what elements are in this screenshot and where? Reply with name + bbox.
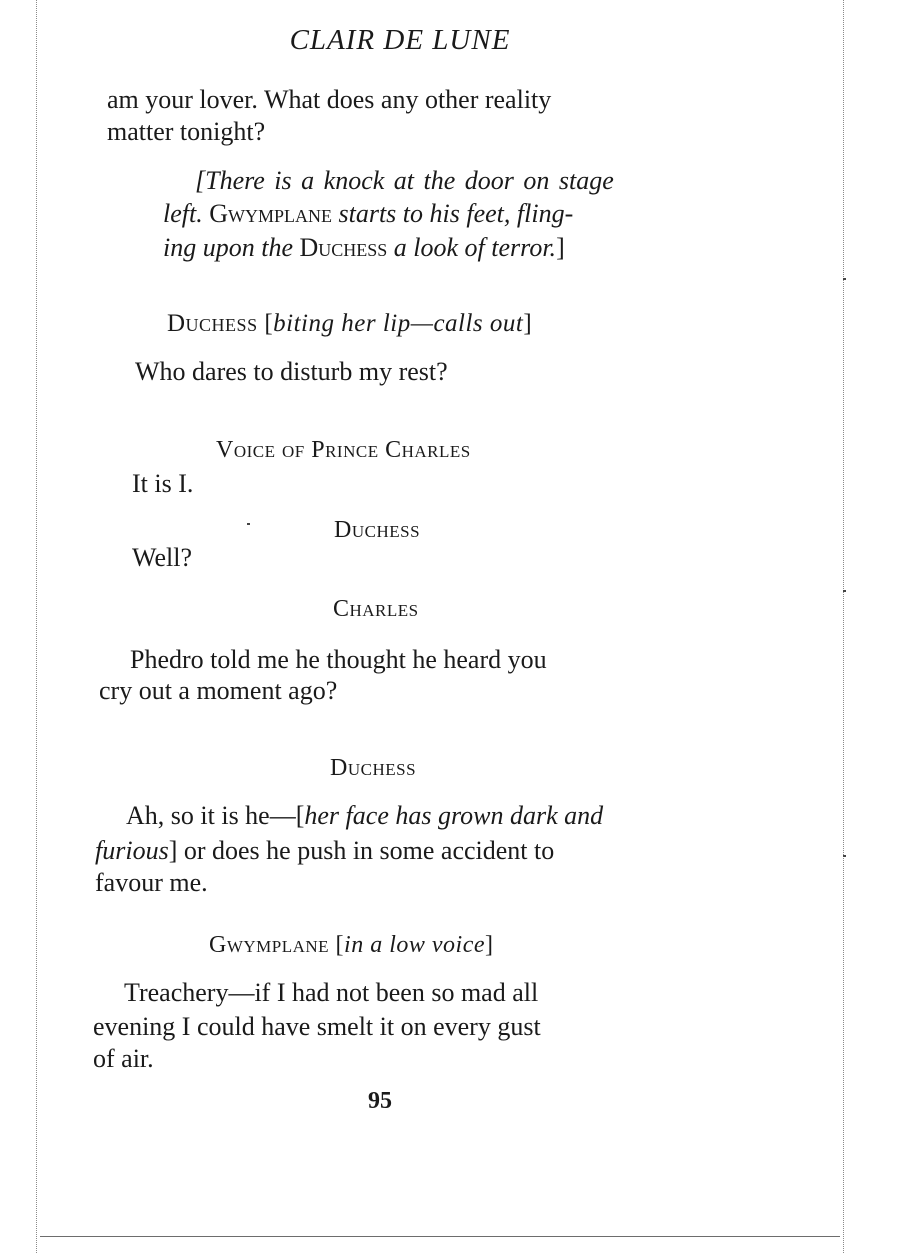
stage-direction-text: starts to his feet, fling-: [338, 199, 574, 228]
text-line: am your lover. What does any other reality: [107, 85, 552, 114]
running-head: CLAIR DE LUNE: [289, 24, 511, 56]
speech-line: of air.: [93, 1044, 154, 1073]
speech-line: Treachery—if I had not been so mad all: [124, 978, 539, 1007]
stage-direction-line: [163, 198, 573, 230]
speech-line: [95, 835, 554, 867]
speaker-heading: Voice of Prince Charles: [216, 437, 471, 463]
speaker-name: Gwymplane: [209, 932, 330, 958]
scan-edge-left: [36, 0, 37, 1253]
speaker-heading: Duchess: [334, 517, 421, 543]
speech-line: Who dares to disturb my rest?: [135, 357, 448, 386]
speech-line: [126, 800, 603, 832]
speech-line: evening I could have smelt it on every gust: [93, 1012, 541, 1041]
scan-speck: [843, 590, 846, 592]
bracket: ]: [556, 233, 565, 262]
speech-line: Well?: [132, 543, 192, 572]
character-name: Duchess: [299, 233, 388, 262]
page-number: 95: [368, 1088, 392, 1114]
speaker-heading: Charles: [333, 596, 419, 622]
speaker-heading: Duchess: [330, 755, 417, 781]
speech-text: ] or does he push in some accident to: [168, 836, 555, 865]
speaker-heading: Duchess [biting her lip—calls out]: [167, 310, 533, 337]
scan-edge-right: [843, 0, 844, 1253]
speech-line: cry out a moment ago?: [99, 676, 338, 705]
character-name: Gwymplane: [209, 199, 332, 228]
stage-direction-line: [There is a knock at the door on stage: [195, 166, 614, 195]
stage-direction-text: her face has grown dark and: [304, 801, 604, 830]
speech-text: Ah, so it is he—[: [126, 801, 305, 830]
speech-line: Phedro told me he thought he heard you: [130, 645, 547, 674]
scan-speck: [843, 855, 846, 857]
stage-direction-text: biting her lip—calls out: [273, 310, 524, 337]
stage-direction-line: [163, 232, 565, 264]
scan-speck: [247, 523, 250, 525]
scan-speck: [843, 278, 846, 280]
speaker-heading: Gwymplane [in a low voice]: [209, 932, 494, 958]
stage-direction-text: a look of terror.: [393, 233, 557, 262]
stage-direction-text: furious: [95, 836, 169, 865]
scan-edge-bottom: [40, 1236, 840, 1237]
speech-line: favour me.: [95, 868, 208, 897]
stage-direction-text: left.: [163, 199, 203, 228]
stage-direction-text: ing upon the: [163, 233, 293, 262]
stage-direction-text: in a low voice: [344, 932, 486, 958]
text-line: matter tonight?: [107, 117, 266, 146]
speech-line: It is I.: [132, 469, 194, 498]
speaker-name: Duchess: [167, 310, 258, 337]
